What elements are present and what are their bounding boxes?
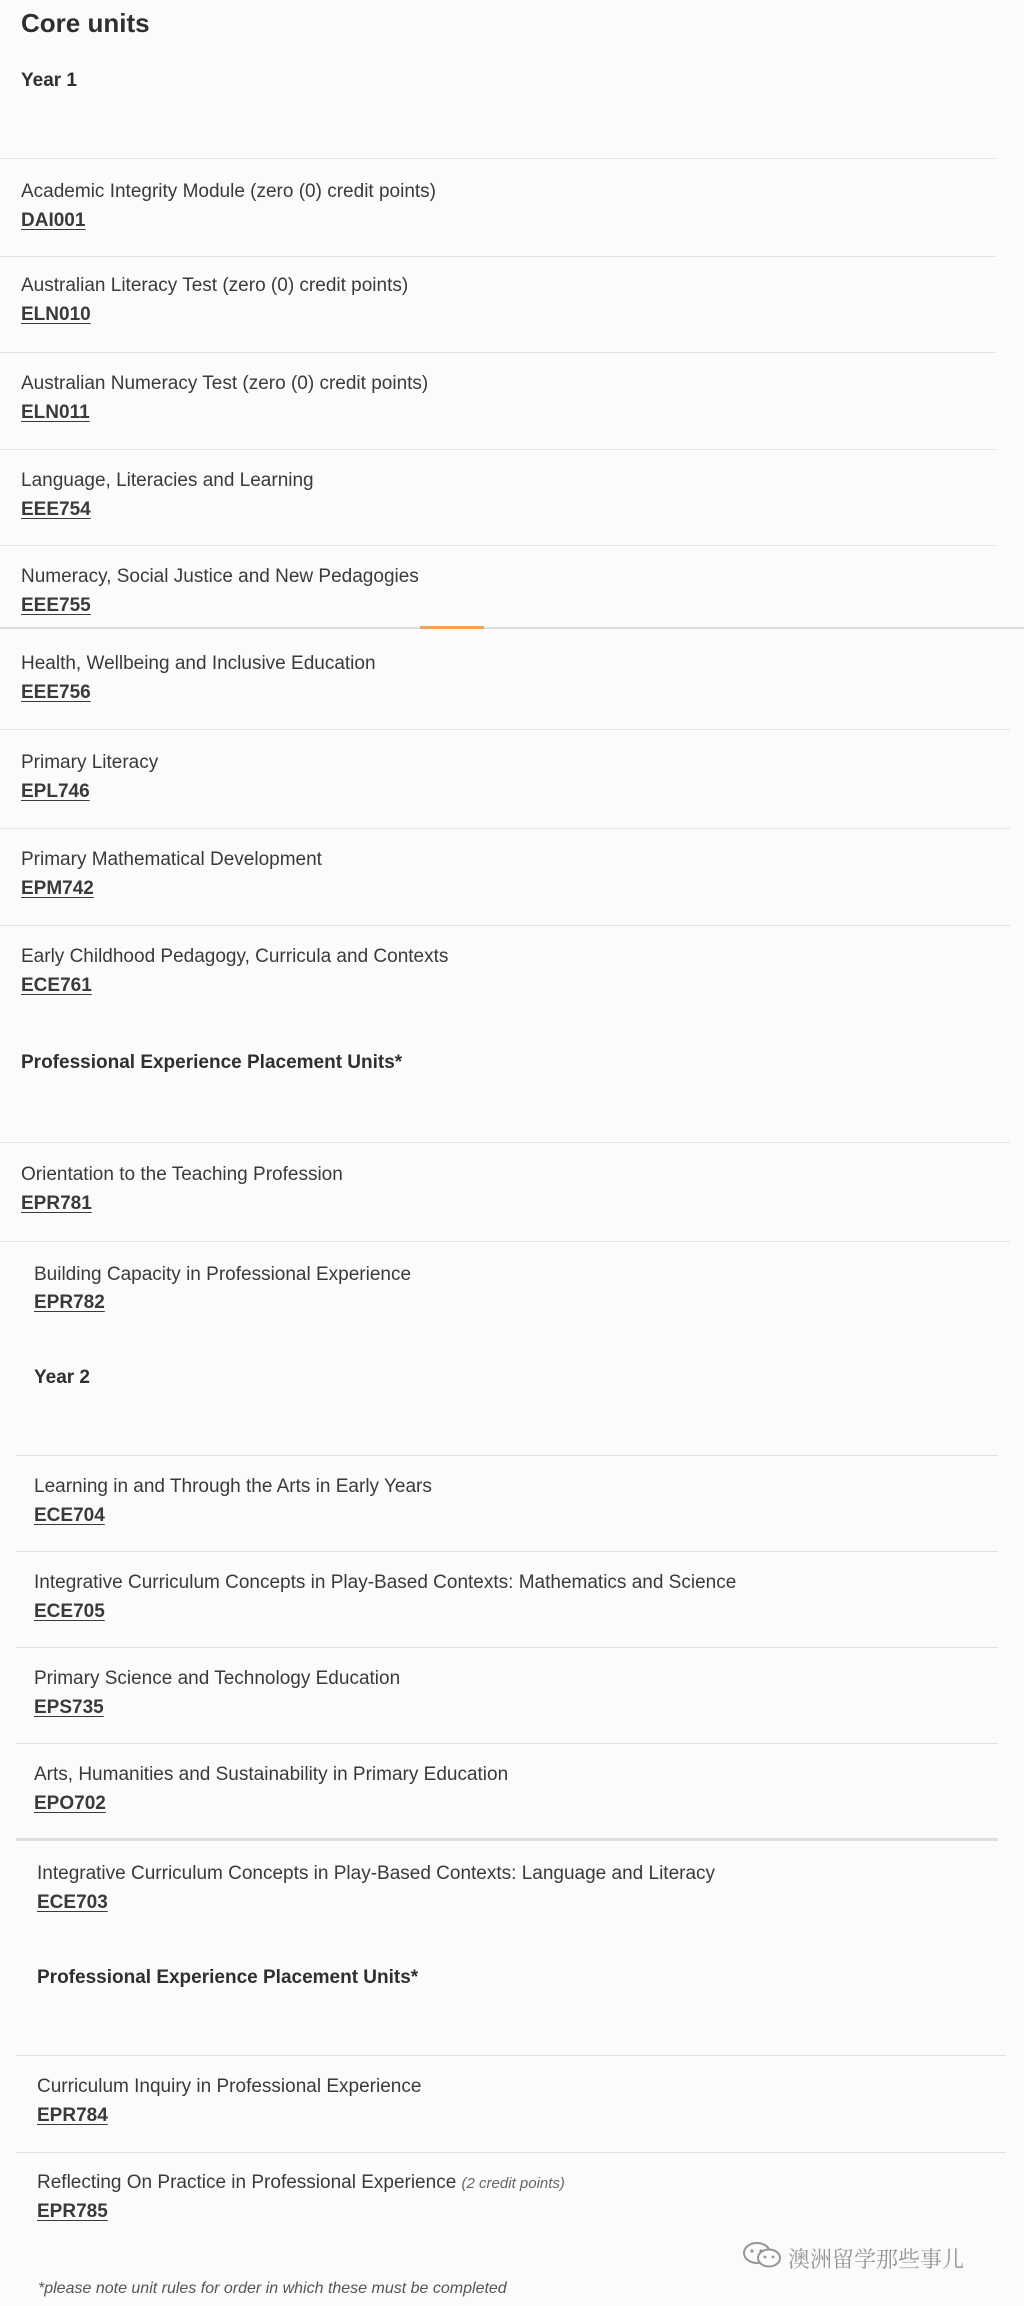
unit-item [0,1842,1024,1938]
unit-item [0,829,1024,925]
unit-item [0,353,1024,449]
unit-code-link[interactable]: EEE755 [21,595,91,616]
section-heading-year-2: Year 2 [34,1367,90,1388]
unit-code-link[interactable]: ECE761 [21,975,92,996]
unit-title-text: Reflecting On Practice in Professional Experience [37,2172,457,2193]
unit-item [0,1242,1024,1338]
watermark-text: 澳洲留学那些事儿 [788,2246,965,2272]
unit-title: Australian Literacy Test (zero (0) credit points) [21,275,409,296]
unit-item [0,1552,1024,1648]
unit-item [0,1648,1024,1744]
wechat-icon [742,2240,782,2276]
section-heading-placement-1: Professional Experience Placement Units* [21,1052,403,1073]
unit-code-link[interactable]: ECE704 [34,1505,105,1526]
unit-code-link[interactable]: EPM742 [21,878,94,899]
unit-code-link[interactable]: ECE705 [34,1601,105,1622]
unit-title: Primary Science and Technology Education [34,1668,401,1689]
unit-item [0,159,1024,255]
unit-title: Orientation to the Teaching Profession [21,1164,343,1185]
unit-title: Primary Literacy [21,752,159,773]
unit-title: Language, Literacies and Learning [21,470,314,491]
unit-code-link[interactable]: EPR781 [21,1193,92,1214]
unit-credit-note: (2 credit points) [461,2175,565,2192]
unit-item [0,1744,1024,1840]
section-seam [16,1838,998,1841]
unit-code-link[interactable]: EPR784 [37,2105,108,2126]
unit-item [0,2153,1024,2249]
unit-title: Integrative Curriculum Concepts in Play-Based Contexts: Language and Literacy [37,1863,716,1884]
unit-title: Primary Mathematical Development [21,849,322,870]
unit-title [37,2172,565,2194]
unit-item [0,630,1024,726]
unit-title: Curriculum Inquiry in Professional Experience [37,2076,422,2097]
unit-title: Early Childhood Pedagogy, Curricula and Contexts [21,946,449,967]
unit-code-link[interactable]: EPO702 [34,1793,106,1814]
unit-title: Health, Wellbeing and Inclusive Education [21,653,376,674]
unit-item [0,2056,1024,2152]
unit-item [0,450,1024,546]
unit-item [0,1143,1024,1239]
unit-title: Learning in and Through the Arts in Early Years [34,1476,432,1497]
unit-title: Arts, Humanities and Sustainability in Primary Education [34,1764,509,1785]
unit-code-link[interactable]: EPR782 [34,1292,105,1313]
unit-title: Australian Numeracy Test (zero (0) credit points) [21,373,429,394]
unit-item [0,926,1024,1022]
unit-code-link[interactable]: ECE703 [37,1892,108,1913]
scroll-accent-bar [420,626,484,629]
unit-title: Integrative Curriculum Concepts in Play-Based Contexts: Mathematics and Science [34,1572,737,1593]
section-seam [0,627,1024,629]
unit-code-link[interactable]: EPS735 [34,1697,104,1718]
unit-code-link[interactable]: ELN011 [21,402,90,423]
unit-code-link[interactable]: EPL746 [21,781,90,802]
unit-title: Academic Integrity Module (zero (0) credit points) [21,181,436,202]
unit-item [0,1456,1024,1552]
unit-code-link[interactable]: EEE754 [21,499,91,520]
unit-item [0,730,1024,826]
unit-code-link[interactable]: DAI001 [21,210,86,231]
section-heading-placement-2: Professional Experience Placement Units* [37,1967,419,1988]
watermark [742,2240,964,2276]
unit-title: Building Capacity in Professional Experience [34,1264,412,1285]
section-heading-year-1: Year 1 [21,70,77,91]
unit-code-link[interactable]: EPR785 [37,2201,108,2222]
footnote: *please note unit rules for order in which these must be completed [38,2280,507,2297]
page-title: Core units [21,8,150,38]
unit-item [0,257,1024,353]
unit-code-link[interactable]: ELN010 [21,304,91,325]
unit-code-link[interactable]: EEE756 [21,682,91,703]
unit-title: Numeracy, Social Justice and New Pedagogies [21,566,419,587]
